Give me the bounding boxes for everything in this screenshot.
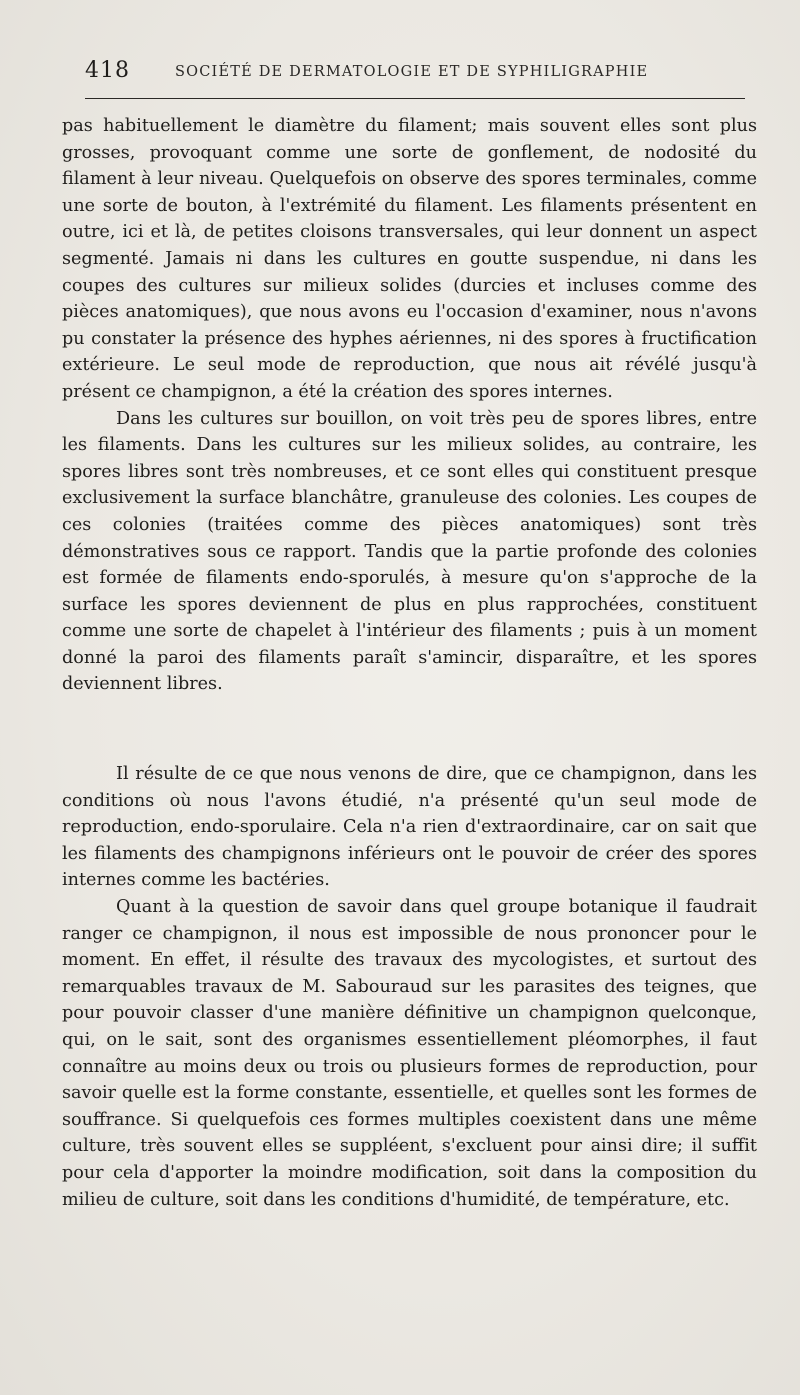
body-text: [62, 113, 757, 1213]
paragraph-3: Il résulte de ce que nous venons de dire, que ce champignon, dans les conditions où nous l'avons étudié, n'a présenté qu'un seul mode de reproduction, endo-sporulaire. Cela n'a rien d'extraordinaire, car on sait que les filaments des champignons inférieurs ont le pouvoir de créer des spores internes comme les bactéries.: [62, 764, 757, 891]
page-header: [85, 58, 745, 94]
paragraph-2: Dans les cultures sur bouillon, on voit très peu de spores libres, entre les filaments. Dans les cultures sur les milieux solides, au contraire, les spores libres sont très nombreuses, et ce sont elles qui constituent presque exclusivement la surface blanchâtre, granuleuse des colonies. Les coupes de ces colonies (traitées comme des pièces anatomiques) sont très démonstratives sous ce rapport. Tandis que la partie profonde des colonies est formée de filaments endo-sporulés, à mesure qu'on s'approche de la surface les spores deviennent de plus en plus rapprochées, constituent comme une sorte de chapelet à l'intérieur des filaments ; puis à un moment donné la paroi des filaments paraît s'amincir, disparaître, et les spores deviennent libres.: [62, 408, 757, 695]
section-gap: [62, 698, 757, 761]
paragraph-4: Quant à la question de savoir dans quel groupe botanique il faudrait ranger ce champignon, il nous est impossible de nous prononcer pour le moment. En effet, il résulte des travaux des mycologistes, et surtout des remarquables travaux de M. Sabouraud sur les parasites des teignes, que pour pouvoir classer d'une manière définitive un champignon quelconque, qui, on le sait, sont des organismes essentiellement pléomorphes, il faut connaître au moins deux ou trois ou plusieurs formes de reproduction, pour savoir quelle est la forme constante, essentielle, et quelles sont les formes de souffrance. Si quelquefois ces formes multiples coexistent dans une même culture, très souvent elles se suppléent, s'excluent pour ainsi dire; il suffit pour cela d'apporter la moindre modification, soit dans la composition du milieu de culture, soit dans les conditions d'humidité, de température, etc.: [62, 897, 757, 1210]
running-title: SOCIÉTÉ DE DERMATOLOGIE ET DE SYPHILIGRAPHIE: [175, 64, 649, 80]
page-number: 418: [85, 58, 130, 83]
paragraph-1: pas habituellement le diamètre du filament; mais souvent elles sont plus grosses, provoquant comme une sorte de gonflement, de nodosité du filament à leur niveau. Quelquefois on observe des spores terminales, comme une sorte de bouton, à l'extrémité du filament. Les filaments présentent en outre, ici et là, de petites cloisons transversales, qui leur donnent un aspect segmenté. Jamais ni dans les cultures en goutte suspendue, ni dans les coupes des cultures sur milieux solides (durcies et incluses comme des pièces anatomiques), que nous avons eu l'occasion d'examiner, nous n'avons pu constater la présence des hyphes aériennes, ni des spores à fructification extérieure. Le seul mode de reproduction, que nous ait révélé jusqu'à présent ce champignon, a été la création des spores internes.: [62, 116, 757, 402]
header-rule: [85, 98, 745, 99]
